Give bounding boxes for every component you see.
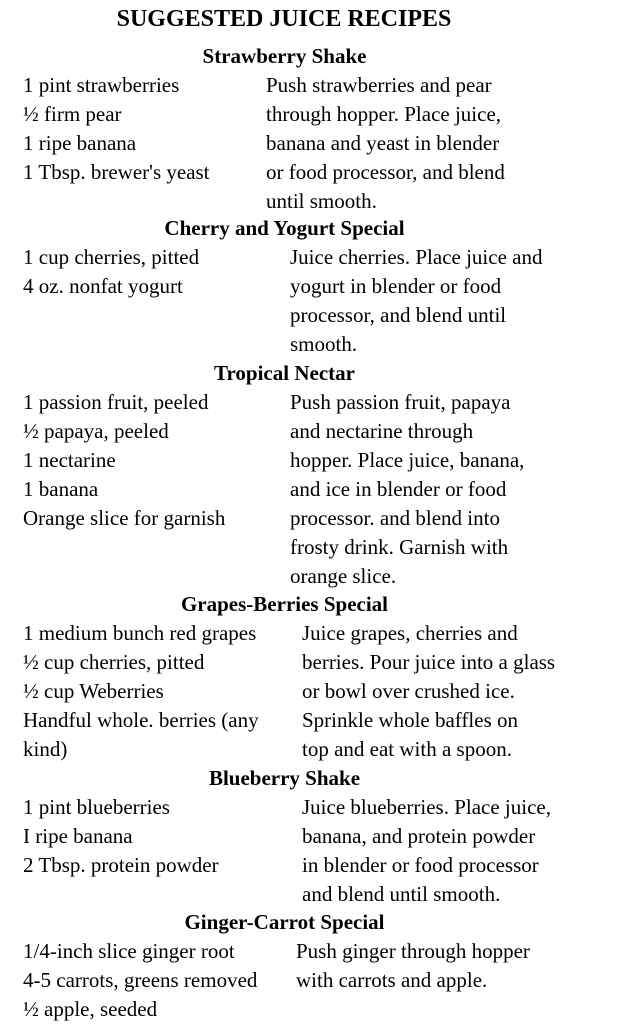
direction-line: Juice blueberries. Place juice, [302, 795, 551, 819]
recipe-cherry-yogurt-special [23, 214, 623, 356]
direction-line: until smooth. [266, 189, 377, 213]
ingredient: 1 pint blueberries [23, 795, 170, 819]
page-title: SUGGESTED JUICE RECIPES [116, 6, 452, 32]
ingredient: kind) [23, 737, 68, 761]
ingredient: ½ papaya, peeled [23, 419, 169, 443]
ingredients-list [23, 71, 210, 187]
direction-line: with carrots and apple. [296, 968, 488, 992]
directions [290, 388, 524, 591]
direction-line: and nectarine through [290, 419, 474, 443]
recipe-title: Blueberry Shake [208, 766, 361, 790]
ingredient: ½ cup cherries, pitted [23, 650, 205, 674]
direction-line: through hopper. Place juice, [266, 102, 502, 126]
direction-line: banana, and protein powder [302, 824, 536, 848]
ingredient: Handful whole. berries (any [23, 708, 259, 732]
direction-line: and ice in blender or food [290, 477, 507, 501]
direction-line: berries. Pour juice into a glass [302, 650, 556, 674]
direction-line: orange slice. [290, 564, 397, 588]
ingredient: 1 medium bunch red grapes [23, 621, 257, 645]
direction-line: and blend until smooth. [302, 882, 501, 906]
direction-line: Push strawberries and pear [266, 73, 492, 97]
directions [266, 71, 505, 216]
direction-line: Push ginger through hopper [296, 939, 530, 963]
recipe-title: Ginger-Carrot Special [184, 910, 385, 934]
directions [302, 793, 551, 909]
direction-line: processor, and blend until [290, 303, 507, 327]
ingredient: 1 cup cherries, pitted [23, 245, 200, 269]
direction-line: or food processor, and blend [266, 160, 505, 184]
ingredients-list [23, 793, 219, 880]
recipe-title: Cherry and Yogurt Special [164, 216, 405, 240]
direction-line: Juice cherries. Place juice and [290, 245, 543, 269]
ingredient: ½ cup Weberries [23, 679, 164, 703]
direction-line: Push passion fruit, papaya [290, 390, 511, 414]
direction-line: or bowl over crushed ice. [302, 679, 515, 703]
ingredient: 1 ripe banana [23, 131, 137, 155]
recipe-tropical-nectar [23, 359, 623, 588]
ingredient: 1 Tbsp. brewer's yeast [23, 160, 210, 184]
direction-line: banana and yeast in blender [266, 131, 500, 155]
direction-line: frosty drink. Garnish with [290, 535, 509, 559]
recipe-title: Strawberry Shake [202, 44, 367, 68]
ingredient: 4 oz. nonfat yogurt [23, 274, 183, 298]
directions [302, 619, 555, 764]
ingredient: 1 pint strawberries [23, 73, 180, 97]
ingredient: 1 nectarine [23, 448, 116, 472]
ingredients-list [23, 619, 259, 764]
direction-line: in blender or food processor [302, 853, 539, 877]
ingredient: 1 banana [23, 477, 99, 501]
direction-line: Sprinkle whole baffles on [302, 708, 518, 732]
ingredient: 1/4-inch slice ginger root [23, 939, 235, 963]
recipe-title: Grapes-Berries Special [180, 592, 389, 616]
recipe-blueberry-shake [23, 764, 623, 906]
ingredient: 2 Tbsp. protein powder [23, 853, 219, 877]
ingredients-list [23, 937, 257, 1024]
directions [296, 937, 530, 995]
ingredient: Orange slice for garnish [23, 506, 226, 530]
recipe-ginger-carrot-special [23, 908, 623, 1021]
direction-line: Juice grapes, cherries and [302, 621, 518, 645]
ingredient: 4-5 carrots, greens removed [23, 968, 258, 992]
ingredient: 1 passion fruit, peeled [23, 390, 209, 414]
direction-line: processor. and blend into [290, 506, 500, 530]
directions [290, 243, 542, 359]
direction-line: hopper. Place juice, banana, [290, 448, 525, 472]
direction-line: top and eat with a spoon. [302, 737, 512, 761]
recipe-title: Tropical Nectar [214, 361, 355, 385]
ingredient: ½ apple, seeded [23, 997, 158, 1021]
ingredients-list [23, 243, 199, 301]
direction-line: smooth. [290, 332, 358, 356]
direction-line: yogurt in blender or food [290, 274, 502, 298]
ingredient: ½ firm pear [23, 102, 122, 126]
recipe-grapes-berries-special [23, 590, 623, 761]
recipe-strawberry-shake [23, 42, 623, 213]
ingredients-list [23, 388, 225, 533]
ingredient: I ripe banana [23, 824, 133, 848]
